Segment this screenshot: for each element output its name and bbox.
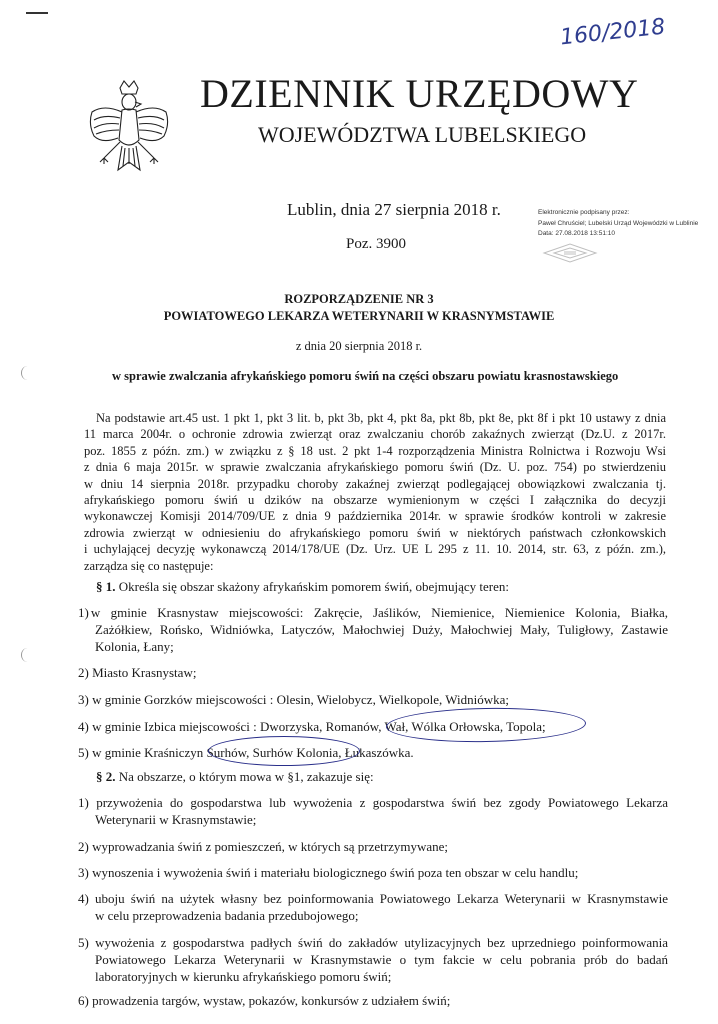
item-text: Powiatowego Lekarza Weterynarii w Krasnymstawie o tym fakcie w celu pobrania prób do badań: [95, 952, 668, 967]
punch-mark: [21, 366, 34, 380]
preamble-line: Na podstawie art.45 ust. 1 pkt 1, pkt 3 lit. b, pkt 3b, pkt 4, pkt 8a, pkt 8b, pkt 8e, pkt 8f i pkt 10 ustawy z dnia: [96, 411, 666, 425]
item-text: prowadzenia targów, wystaw, pokazów, konkursów z udziałem świń;: [92, 993, 451, 1008]
item-text: w gminie Izbica miejscowości : Dworzyska, Romanów, Wał, Wólka Orłowska, Topola;: [92, 719, 546, 734]
doc-date: z dnia 20 sierpnia 2018 r.: [295, 339, 423, 353]
section-intro: Określa się obszar skażony afrykańskim pomorem świń, obejmujący teren:: [115, 579, 509, 594]
item-text: wyprowadzania świń z pomieszczeń, w których są przetrzymywane;: [92, 839, 449, 854]
section-1-heading: [96, 578, 509, 595]
preamble-line: zarządza się co następuje:: [84, 558, 214, 573]
item-number: 4): [78, 719, 89, 734]
item-text: wywożenia z gospodarstwa padłych świń do zakładów utylizacyjnych bez uprzedniego poinformowania: [95, 935, 668, 950]
signature-line-2: Paweł Chruściel; Lubelski Urząd Wojewódzki w Lublinie: [538, 219, 699, 227]
preamble-line: 11 marca 2004r. o ochronie zdrowia zwierząt oraz zwalczaniu chorób zakaźnych zwierząt (Dz.U. z 2017r.: [84, 427, 666, 442]
journal-title: DZIENNIK URZĘDOWY: [200, 71, 639, 116]
polish-eagle-emblem: [82, 78, 177, 188]
preamble-line: i uchylającej decyzję wykonawczą 2014/178/UE (Dz. Urz. UE L 295 z 11. 10. 2014, str. 63, z późn. zm.),: [84, 542, 666, 557]
section-2-heading: [96, 768, 374, 785]
preamble-line: zdrowia zwierząt w odniesieniu do afrykańskiego pomoru świń w niektórych państwach członkowskich: [84, 525, 666, 540]
handwritten-circle: [208, 736, 360, 766]
signature-stamp-icon: [540, 242, 600, 269]
item-text: przywożenia do gospodarstwa lub wywożenia z gospodarstwa świń bez zgody Powiatowego Lekarza: [96, 795, 669, 810]
item-text: Weterynarii w Krasnymstawie;: [95, 812, 257, 827]
list-item: [78, 838, 448, 855]
preamble-line: afrykańskiego pomoru świń u dzików na obszarze wymienionym w części I załącznika do decyzji: [84, 493, 666, 508]
item-number: 3): [78, 692, 89, 707]
item-text: Miasto Krasnystaw;: [92, 665, 197, 680]
item-number: 1): [78, 795, 89, 810]
item-text: wynoszenia i wywożenia świń i materiału biologicznego świń poza ten obszar w celu handlu;: [92, 865, 579, 880]
item-number: 6): [78, 993, 89, 1008]
preamble: [84, 410, 666, 574]
preamble-line: z dnia 6 maja 2015r. w sprawie zwalczania afrykańskiego pomoru świń (Dz. U. poz. 754) po stwierdzeniu: [84, 460, 666, 475]
preamble-line: w dniu 14 sierpnia 2018r. przypadku choroby zakaźnej zwierząt podlegającej obowiązkowi zwalczania tj.: [84, 476, 666, 491]
preamble-line: poz. 1855 z późn. zm.) w związku z § 18 ust. 2 pkt 1-4 rozporządzenia Ministra Rolnictwa i Rozwoju Wsi: [84, 443, 666, 458]
item-text: w celu przeprowadzenia badania przedubojowego;: [95, 908, 359, 923]
handwritten-number: 160/2018: [558, 14, 667, 51]
item-text: Kolonia, Łany;: [95, 639, 174, 654]
top-mark: [26, 12, 48, 14]
item-text: w gminie Gorzków miejscowości : Olesin, Wielobycz, Wielkopole, Widniówka;: [92, 692, 509, 707]
item-text: laboratoryjnych w kierunku afrykańskiego pomoru świń;: [95, 969, 392, 984]
list-item: [78, 691, 509, 708]
item-number: 3): [78, 865, 89, 880]
list-item: [78, 992, 450, 1009]
list-item: [78, 664, 196, 681]
item-number: 5): [78, 935, 89, 950]
preamble-line: wykonawczej Komisji 2014/709/UE z dnia 9 października 2014r. w sprawie środków kontroli w zakresie: [84, 509, 666, 524]
section-intro: Na obszarze, o którym mowa w §1, zakazuje się:: [115, 769, 374, 784]
item-text: w gminie Kraśniczyn Surhów, Surhów Kolonia, Łukaszówka.: [92, 745, 414, 760]
section-mark: § 1.: [96, 579, 116, 594]
item-number: 5): [78, 745, 89, 760]
list-item: [78, 604, 668, 655]
list-item: [78, 794, 668, 828]
doc-title-line-1: ROZPORZĄDZENIE NR 3: [284, 292, 434, 306]
journal-subtitle: WOJEWÓDZTWA LUBELSKIEGO: [258, 122, 587, 147]
list-item: [78, 890, 668, 924]
doc-title-line-2: POWIATOWEGO LEKARZA WETERYNARII W KRASNYMSTAWIE: [163, 309, 555, 323]
signature-line-1: Elektronicznie podpisany przez:: [538, 209, 630, 216]
item-number: 2): [78, 665, 89, 680]
e-signature-block: [538, 208, 698, 240]
position-number: Poz. 3900: [346, 236, 406, 252]
list-item: [78, 934, 668, 985]
list-item: [78, 864, 578, 881]
doc-subject: w sprawie zwalczania afrykańskiego pomoru świń na części obszaru powiatu krasnostawskiego: [112, 369, 619, 383]
place-date: Lublin, dnia 27 sierpnia 2018 r.: [287, 200, 501, 219]
item-number: 2): [78, 839, 89, 854]
item-text: uboju świń na użytek własny bez poinformowania Powiatowego Lekarza Weterynarii w Krasnymstawie: [94, 891, 669, 906]
item-text: w gminie Krasnystaw miejscowości: Zakręcie, Jaślików, Niemienice, Niemienice Kolonia, Białka,: [90, 605, 668, 620]
item-text: Zażółkiew, Rońsko, Widniówka, Latyczów, Małochwiej Duży, Małochwiej Mały, Tuligłowy, Zastawie: [95, 622, 668, 637]
handwritten-circle: [386, 706, 587, 743]
item-number: 1): [78, 605, 89, 620]
punch-mark: [21, 648, 34, 662]
section-mark: § 2.: [96, 769, 116, 784]
item-number: 4): [78, 891, 89, 906]
signature-line-3: Data: 27.08.2018 13:51:10: [538, 230, 615, 237]
